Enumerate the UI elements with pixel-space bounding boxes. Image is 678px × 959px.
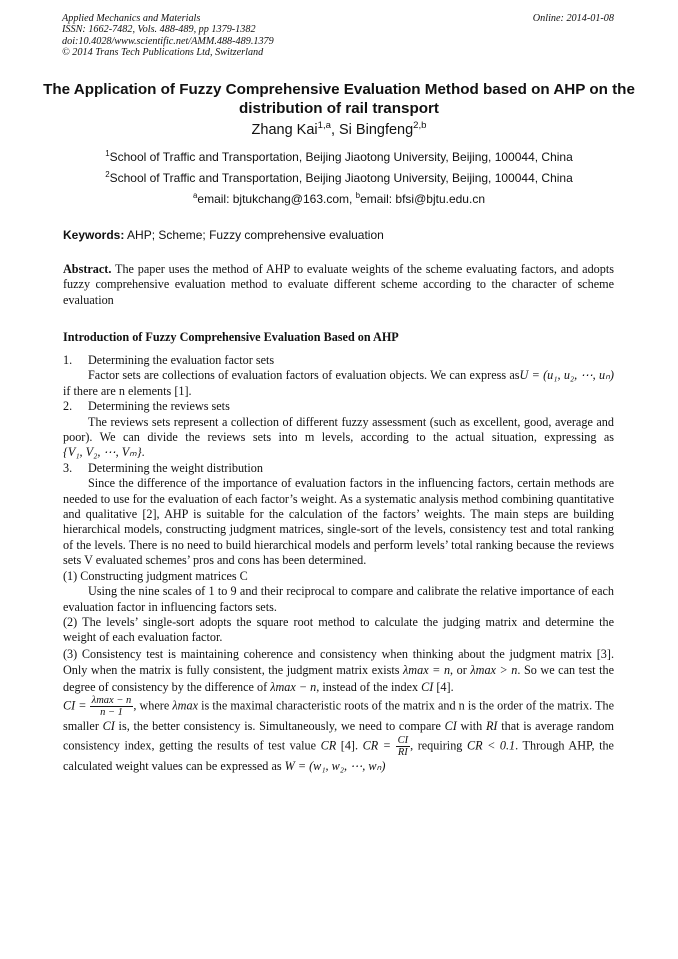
formula: CI = — [63, 698, 87, 713]
paragraph-text: is the maximal characteristic roots of the matrix and n is the order of the matrix. The smaller — [63, 698, 614, 733]
doi-line: doi:10.4028/www.scientific.net/AMM.488-489.1379 — [62, 35, 274, 47]
paragraph-text: Factor sets are collections of evaluation factors of evaluation objects. We can express as — [88, 368, 520, 383]
formula: {V₁, V₂, ⋯, Vₘ} — [63, 445, 142, 460]
keywords-text: AHP; Scheme; Fuzzy comprehensive evaluation — [124, 228, 384, 242]
formula: λmax − n — [270, 679, 317, 694]
step-title: (1) Constructing judgment matrices C — [63, 568, 248, 583]
journal-name: Applied Mechanics and Materials — [62, 13, 201, 24]
author-line: Zhang Kai$^{1,a}$, Si Bingfeng$^{2,b}$ — [251, 120, 427, 138]
paragraph-text: if there are n elements [1]. — [63, 383, 192, 398]
paragraph-text: (3) Consistency test is maintaining coherence and consistency when thinking about the judgment matrix [3]. Only when the matrix is fully consistent, the judgment matrix exists — [63, 646, 614, 678]
fraction-denominator: n − 1 — [100, 706, 123, 718]
affiliation-text: School of Traffic and Transportation, Beijing Jiaotong University, Beijing, 100044, China — [109, 150, 573, 164]
formula: λmax > n — [470, 663, 518, 678]
email-superscript: b — [355, 191, 361, 200]
author-name: Zhang Kai — [251, 122, 318, 138]
formula: W = (w₁, w₂, ⋯, wₙ) — [284, 759, 386, 774]
issn-line: ISSN: 1662-7482, Vols. 488-489, pp 1379-1382 — [62, 24, 256, 36]
email-text: email: bfsi@bjtu.edu.cn — [360, 192, 485, 206]
paragraph-text: The reviews sets represent a collection of different fuzzy assessment (such as excellent, good, average and poor). We can divide the reviews sets into m levels, according to the actual situation, expressing as — [63, 414, 614, 445]
email-superscript: a — [193, 191, 198, 200]
paragraph — [63, 695, 614, 775]
list-number: 2. — [63, 399, 73, 414]
formula: CR = — [362, 738, 391, 753]
formula: CR < 0.1 — [466, 738, 516, 753]
paragraph — [63, 646, 614, 695]
paragraph-text: that is average random consistency index, getting the results of test value — [63, 718, 614, 753]
author-superscript: 2,b — [413, 120, 427, 132]
affiliation-text: School of Traffic and Transportation, Beijing Jiaotong University, Beijing, 100044, China — [109, 171, 573, 185]
list-title: Determining the evaluation factor sets — [88, 353, 275, 367]
affiliation-1 — [0, 150, 678, 164]
fraction-numerator: CI — [397, 735, 409, 747]
list-item — [63, 353, 614, 368]
paper-title: The Application of Fuzzy Comprehensive Evaluation Method based on AHP on the distribution of rail transport — [43, 81, 635, 117]
formula: RI — [485, 718, 498, 733]
keywords — [63, 228, 384, 242]
formula: CI — [421, 679, 434, 694]
cr-fraction — [396, 735, 411, 758]
author-name: Si Bingfeng — [339, 122, 414, 138]
paragraph-text: [4]. — [336, 738, 363, 753]
copyright-line: © 2014 Trans Tech Publications Ltd, Switzerland — [62, 46, 264, 58]
paragraph-text: is, the better consistency is. Simultaneously, we need to compare — [114, 718, 445, 733]
paragraph — [63, 368, 614, 399]
abstract-label: Abstract. — [63, 262, 112, 276]
paragraph-text: . Through AHP, the calculated weight values can be expressed as — [63, 738, 614, 774]
section-heading: Introduction of Fuzzy Comprehensive Evaluation Based on AHP — [63, 330, 399, 344]
email-line — [0, 192, 678, 206]
paragraph-text: , instead of the index — [316, 679, 422, 694]
list-number: 1. — [63, 353, 73, 367]
paragraph: Since the difference of the importance of evaluation factors in the influencing factors, certain methods are needed to use for the evaluation of each factor’s weight. As a systematic analysis method combining quantitative and qualitative [2], AHP is suitable for the calculation of the factors’ weights. The main steps are building hierarchical models, constructing judgment matrices, single-sort of the levels, consistency test and total ranking of the levels. There is no need to build hierarchical models and perform levels’ total ranking because the reviews sets V evaluated schemes’ pros and cons has been determined. — [63, 476, 614, 568]
keywords-label: Keywords: — [63, 228, 125, 242]
affiliation-superscript: 1 — [105, 149, 110, 158]
paragraph-text: [4]. — [433, 679, 454, 694]
affiliation-superscript: 2 — [105, 170, 110, 179]
formula: λmax = n — [403, 663, 451, 678]
ci-fraction — [90, 695, 134, 718]
paragraph-text: , where — [133, 698, 173, 713]
paragraph-text: with — [456, 718, 486, 733]
paragraph-text: , or — [450, 663, 471, 678]
list-number: 3. — [63, 460, 73, 475]
fraction-denominator: RI — [397, 747, 408, 759]
paragraph — [63, 415, 614, 461]
list-title: Determining the weight distribution — [88, 460, 263, 475]
paragraph: Using the nine scales of 1 to 9 and their reciprocal to compare and calibrate the relative importance of each evaluation factor in influencing factors sets. — [63, 584, 614, 614]
abstract-text: The paper uses the method of AHP to evaluate weights of the scheme evaluating factors, and adopts fuzzy comprehensive evaluation method to evaluate different scheme according to the character of scheme evaluation — [63, 262, 614, 307]
section-body — [63, 353, 614, 775]
formula: λmax — [172, 698, 198, 713]
paragraph: (2) The levels’ single-sort adopts the square root method to calculate the judging matrix and determine the weight of each evaluation factor. — [63, 614, 614, 645]
list-item — [63, 399, 614, 414]
email-text: email: bjtukchang@163.com, — [197, 192, 356, 206]
abstract — [63, 262, 614, 308]
paragraph-text: . So we can test the degree of consistency by the difference of — [63, 663, 615, 694]
affiliation-2 — [0, 171, 678, 185]
fraction-numerator: λmax − n — [91, 694, 132, 706]
author-superscript: 1,a — [317, 120, 331, 132]
journal-header — [62, 13, 274, 58]
formula: CI — [102, 718, 115, 733]
paragraph-text: . — [141, 445, 145, 460]
formula: CR — [320, 738, 337, 753]
formula: U = (u₁, u₂, ⋯, uₙ) — [519, 368, 614, 383]
list-item — [63, 461, 614, 476]
online-date: Online: 2014-01-08 — [532, 13, 614, 24]
list-title: Determining the reviews sets — [88, 399, 230, 414]
paragraph-text: , requiring — [410, 738, 467, 753]
formula: CI — [444, 718, 457, 733]
